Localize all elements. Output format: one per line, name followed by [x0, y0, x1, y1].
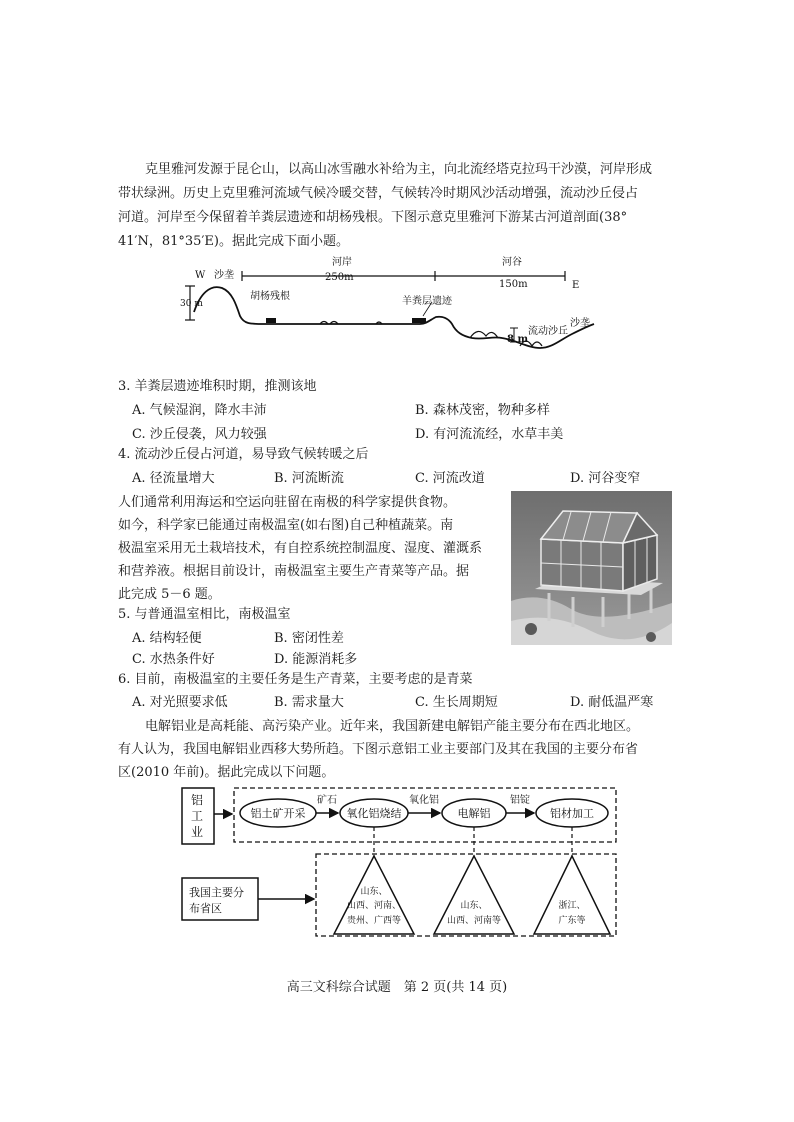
flow-node-mining-label: 铝土矿开采: [250, 807, 306, 820]
region-triangle-text: 广东等: [558, 916, 586, 926]
river-profile-diagram: [180, 254, 600, 366]
passage-1-line: 河道。河岸至今保留着羊粪层遗迹和胡杨残根。下图示意克里雅河下游某古河道剖面(38°: [118, 210, 628, 225]
option-b: B. 森林茂密，物种多样: [415, 403, 550, 418]
passage-2-line: 如今，科学家已能通过南极温室(如右图)自己种植蔬菜。南: [118, 518, 454, 533]
passage-1-line: 41′N，81°35′E)。据此完成下面小题。: [118, 234, 349, 249]
page-footer: 高三文科综合试题 第 2 页(共 14 页): [286, 980, 508, 995]
option-c: C. 生长周期短: [415, 695, 498, 710]
height-label: 30 m: [180, 299, 203, 309]
passage-1-line: 带状绿洲。历史上克里雅河流域气候冷暖交替，气候转冷时期风沙活动增强，流动沙丘侵占: [118, 186, 639, 201]
antarctic-greenhouse-photo: [511, 491, 672, 645]
poplar-label: 胡杨残根: [250, 291, 290, 302]
region-triangle-text: 浙江、: [558, 901, 586, 911]
option-a: A. 径流量增大: [132, 471, 215, 486]
passage-2-line: 人们通常利用海运和空运向驻留在南极的科学家提供食物。: [118, 495, 457, 510]
sheep-layer-marker: [412, 318, 426, 323]
region-triangle-text: 山东、: [460, 901, 488, 911]
region-label-line: 我国主要分: [189, 886, 244, 899]
passage-3-line: 电解铝业是高耗能、高污染产业。近年来，我国新建电解铝产能主要分布在西北地区。: [145, 719, 640, 734]
industry-label-char: 铝: [191, 793, 204, 807]
option-c: C. 沙丘侵袭，风力较强: [132, 427, 267, 442]
poplar-root-marker: [266, 318, 276, 323]
flow-node-electrolytic-label: 电解铝: [457, 807, 491, 820]
flow-arrow-label: 矿石: [317, 795, 337, 806]
option-b: B. 密闭性差: [274, 631, 344, 646]
flow-node-alumina-label: 氧化铝烧结: [346, 807, 402, 820]
option-a: A. 结构轻便: [132, 631, 202, 646]
region-triangle-text: 山西、河南、: [346, 901, 402, 911]
question-stem: 3. 羊粪层遗迹堆积时期，推测该地: [118, 379, 317, 394]
region-triangle-text: 贵州、广西等: [346, 916, 402, 926]
flow-arrow-label: 铝锭: [510, 795, 530, 806]
industry-label-char: 业: [191, 825, 204, 839]
dune-left-label: 沙垄: [214, 270, 234, 281]
dune-right-label: 沙垄: [570, 318, 590, 329]
passage-2-line: 极温室采用无土栽培技术，有自控系统控制温度、湿度、灌溉系: [118, 541, 483, 556]
region-triangle-text: 山西、河南等: [446, 916, 502, 926]
riverbank-label: 河岸: [332, 257, 352, 268]
east-label: E: [572, 280, 580, 291]
flow-arrow-label: 氧化铝: [409, 795, 439, 806]
passage-2-line: 和营养液。根据目前设计，南极温室主要生产青菜等产品。据: [118, 564, 470, 579]
sheep-layer-label: 羊粪层遗迹: [402, 296, 452, 307]
option-c: C. 河流改道: [415, 471, 485, 486]
option-d: D. 耐低温严寒: [570, 695, 654, 710]
west-label: W: [195, 270, 206, 281]
option-b: B. 需求量大: [274, 695, 344, 710]
question-stem: 6. 目前，南极温室的主要任务是生产青菜，主要考虑的是青菜: [118, 672, 473, 687]
question-stem: 4. 流动沙丘侵占河道，易导致气候转暖之后: [118, 447, 369, 462]
sand-label: 流动沙丘: [528, 326, 568, 337]
question-stem: 5. 与普通温室相比，南极温室: [118, 607, 291, 622]
passage-3-line: 有人认为，我国电解铝业西移大势所趋。下图示意铝工业主要部门及其在我国的主要分布省: [118, 742, 639, 757]
option-a: A. 对光照要求低: [132, 695, 228, 710]
passage-1-line: 克里雅河发源于昆仑山，以高山冰雪融水补给为主，向北流经塔克拉玛干沙漠，河岸形成: [145, 162, 653, 177]
option-b: B. 河流断流: [274, 471, 344, 486]
region-label-line: 布省区: [189, 902, 222, 915]
flow-node-processing-label: 铝材加工: [550, 807, 594, 820]
valley-width: 150m: [499, 279, 528, 290]
aluminum-industry-diagram: [178, 782, 624, 942]
passage-3-line: 区(2010 年前)。据此完成以下问题。: [118, 765, 335, 780]
option-a: A. 气候湿润，降水丰沛: [132, 403, 267, 418]
passage-2-line: 此完成 5－6 题。: [118, 587, 221, 602]
option-d: D. 能源消耗多: [274, 652, 358, 667]
option-c: C. 水热条件好: [132, 652, 215, 667]
depth-label: 8 m: [507, 334, 529, 345]
option-d: D. 有河流流经，水草丰美: [415, 427, 564, 442]
valley-label: 河谷: [502, 257, 522, 268]
option-d: D. 河谷变窄: [570, 471, 641, 486]
riverbank-width: 250m: [325, 272, 354, 283]
region-triangle-text: 山东、: [360, 887, 388, 897]
industry-label-char: 工: [191, 809, 204, 823]
